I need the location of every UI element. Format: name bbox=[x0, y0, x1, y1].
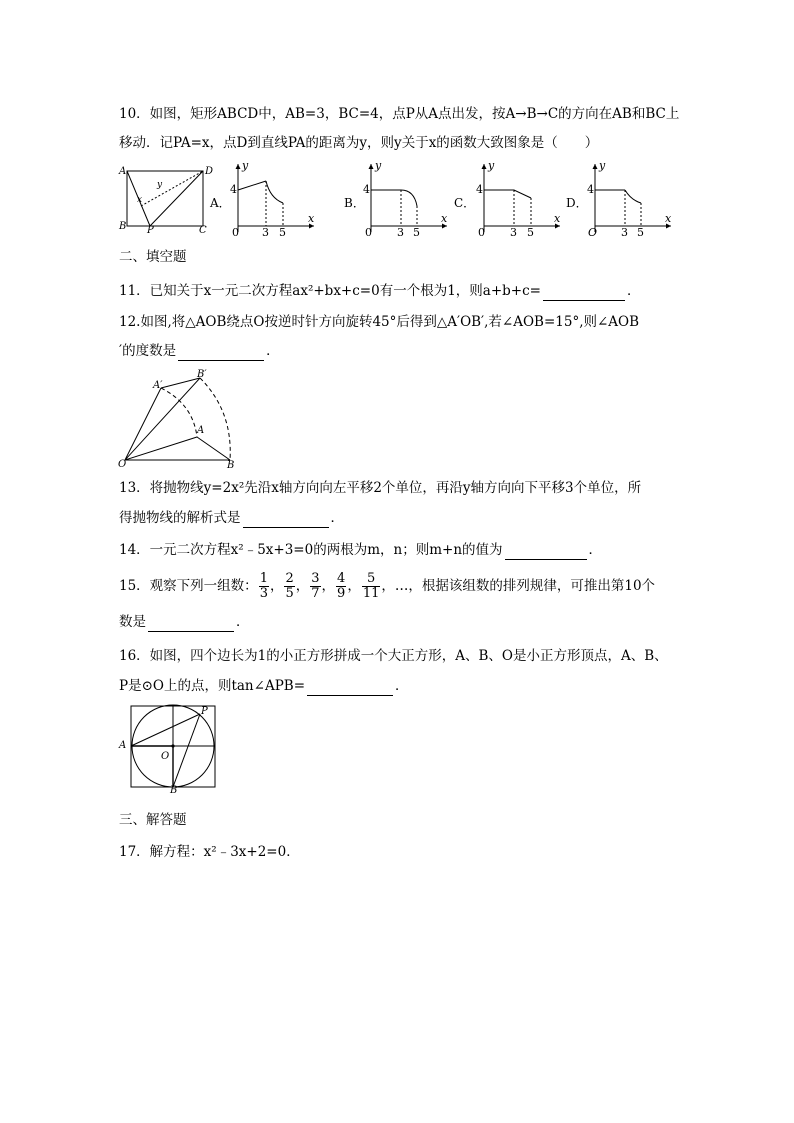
svg-text:5: 5 bbox=[527, 226, 534, 239]
svg-text:A: A bbox=[119, 740, 127, 751]
q13-line2: 得抛物线的解析式是 ． bbox=[119, 510, 344, 526]
label-P: P bbox=[147, 225, 154, 236]
svg-text:3: 3 bbox=[621, 226, 628, 239]
q12-line2: ′的度数是 ． bbox=[119, 343, 280, 359]
svg-text:O: O bbox=[118, 459, 127, 470]
svg-text:0: 0 bbox=[478, 226, 485, 239]
svg-text:x: x bbox=[441, 212, 448, 225]
q10-rectangle-figure bbox=[117, 162, 212, 234]
q15-line1: 15．观察下列一组数： $\frac{1}{3}$ ， $\frac{2}{5}$ ， $\frac{3}{7}$ ， $\frac{4}{9}$ ， $\frac{5}{11}$ ，…，根据该组数的排列规律，可推出第10个 bbox=[119, 571, 656, 601]
label-y: y bbox=[157, 180, 163, 190]
fraction-4: $\frac{4}{9}$ bbox=[337, 571, 346, 601]
q13-line1: 13．将抛物线y=2x²先沿x轴方向向左平移2个单位，再沿y轴方向向下平移3个单位，所 bbox=[119, 480, 642, 496]
svg-text:O: O bbox=[588, 226, 598, 239]
svg-text:4: 4 bbox=[363, 183, 370, 196]
q12-answer-blank[interactable] bbox=[178, 346, 264, 361]
q16-line2: P是⊙O上的点，则tan∠APB= ． bbox=[119, 678, 409, 694]
svg-text:5: 5 bbox=[637, 226, 644, 239]
svg-text:y: y bbox=[242, 159, 249, 172]
q12-line1: 12.如图,将△AOB绕点O按逆时针方向旋转45°后得到△A′OB′,若∠AOB=15°,则∠AOB bbox=[119, 314, 640, 330]
option-a-label[interactable]: A． bbox=[210, 196, 231, 210]
label-D: D bbox=[205, 166, 214, 177]
option-b-graph[interactable] bbox=[361, 160, 451, 238]
svg-text:B′: B′ bbox=[197, 369, 207, 380]
label-C: C bbox=[199, 225, 207, 236]
svg-text:y: y bbox=[488, 159, 495, 172]
q16-answer-blank[interactable] bbox=[307, 681, 393, 696]
q11-answer-blank[interactable] bbox=[543, 286, 625, 301]
fraction-5: $\frac{5}{11}$ bbox=[362, 571, 380, 601]
svg-text:5: 5 bbox=[413, 226, 420, 239]
svg-text:B: B bbox=[227, 460, 235, 471]
svg-text:3: 3 bbox=[397, 226, 404, 239]
q14-answer-blank[interactable] bbox=[505, 545, 587, 560]
svg-text:4: 4 bbox=[476, 183, 483, 196]
q11: 11．已知关于x一元二次方程ax²+bx+c=0有一个根为1，则a+b+c= ． bbox=[119, 283, 641, 299]
q15-answer-blank[interactable] bbox=[148, 617, 234, 632]
q15-line2: 数是 ． bbox=[119, 614, 250, 630]
svg-text:y: y bbox=[599, 159, 606, 172]
q10-line1: 10．如图，矩形ABCD中，AB=3，BC=4，点P从A点出发，按A→B→C的方向在AB和BC上 bbox=[119, 106, 680, 122]
svg-text:O: O bbox=[161, 751, 170, 762]
option-a-graph[interactable] bbox=[228, 160, 318, 238]
q16-circle-figure bbox=[117, 702, 225, 794]
option-c-label[interactable]: C． bbox=[454, 196, 476, 210]
fraction-3: $\frac{3}{7}$ bbox=[311, 571, 320, 601]
option-c-graph[interactable] bbox=[474, 160, 564, 238]
q12-rotation-figure bbox=[117, 366, 242, 470]
label-B: B bbox=[119, 221, 127, 232]
section-3-heading: 三、解答题 bbox=[119, 812, 187, 828]
option-d-graph[interactable] bbox=[585, 160, 675, 238]
q14: 14．一元二次方程x²﹣5x+3=0的两根为m，n；则m+n的值为 ． bbox=[119, 542, 603, 558]
svg-text:A′: A′ bbox=[153, 380, 163, 391]
svg-text:4: 4 bbox=[587, 183, 594, 196]
svg-text:x: x bbox=[554, 212, 561, 225]
svg-text:3: 3 bbox=[510, 226, 517, 239]
fraction-1: $\frac{1}{3}$ bbox=[259, 571, 268, 601]
svg-text:0: 0 bbox=[365, 226, 372, 239]
label-x: x bbox=[137, 195, 143, 205]
svg-text:x: x bbox=[665, 212, 672, 225]
q10-line2: 移动．记PA=x，点D到直线PA的距离为y，则y关于x的函数大致图象是（ ） bbox=[119, 135, 599, 151]
svg-text:5: 5 bbox=[279, 226, 286, 239]
option-d-label[interactable]: D． bbox=[566, 196, 588, 210]
svg-text:A: A bbox=[197, 425, 205, 436]
svg-text:P: P bbox=[201, 706, 208, 717]
svg-text:0: 0 bbox=[232, 226, 239, 239]
q16-line1: 16．如图，四个边长为1的小正方形拼成一个大正方形，A、B、O是小正方形顶点，A、B、 bbox=[119, 648, 668, 664]
section-2-heading: 二、填空题 bbox=[119, 249, 187, 265]
fraction-2: $\frac{2}{5}$ bbox=[285, 571, 294, 601]
svg-text:4: 4 bbox=[230, 183, 237, 196]
svg-text:3: 3 bbox=[262, 226, 269, 239]
q17: 17．解方程：x²﹣3x+2=0． bbox=[119, 844, 300, 860]
svg-text:y: y bbox=[375, 159, 382, 172]
svg-text:B: B bbox=[170, 785, 178, 796]
option-b-label[interactable]: B． bbox=[344, 196, 365, 210]
label-A: A bbox=[119, 166, 127, 177]
svg-text:x: x bbox=[308, 212, 315, 225]
q13-answer-blank[interactable] bbox=[243, 513, 329, 528]
